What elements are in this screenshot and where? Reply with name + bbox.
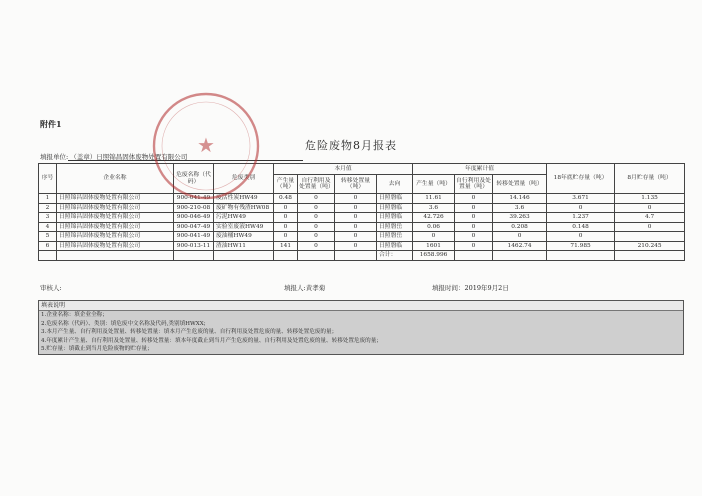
header-self-use: 自行利用及处置量（吨） bbox=[298, 175, 335, 194]
cell-stock8: 0 bbox=[615, 203, 685, 213]
cell-no: 1 bbox=[39, 194, 57, 204]
cell-no: 2 bbox=[39, 203, 57, 213]
fill-unit-underline bbox=[68, 160, 303, 161]
cell-year-produced: 1601 bbox=[413, 241, 455, 251]
cell-destination: 日照磐岳 bbox=[377, 232, 413, 242]
header-year-transfer: 转移处置量（吨） bbox=[493, 175, 547, 194]
cell-stock8: 4.7 bbox=[615, 213, 685, 223]
cell-category: 渣油HW11 bbox=[214, 241, 274, 251]
cell-company: 日照锦昌固体废物处置有限公司 bbox=[57, 203, 174, 213]
cell-year-transfer: 39.263 bbox=[493, 213, 547, 223]
cell-year-transfer: 3.6 bbox=[493, 203, 547, 213]
cell-year-transfer: 14.146 bbox=[493, 194, 547, 204]
header-year-produced: 产生量（吨） bbox=[413, 175, 455, 194]
cell-stock8: 210.245 bbox=[615, 241, 685, 251]
header-company: 企业名称 bbox=[57, 164, 174, 194]
cell-year-self-use: 0 bbox=[455, 222, 493, 232]
cell-month-transfer: 0 bbox=[335, 232, 377, 242]
cell-stock8: 1.135 bbox=[615, 194, 685, 204]
cell-category: 实验室废液HW49 bbox=[214, 222, 274, 232]
cell-destination: 日照磐临 bbox=[377, 241, 413, 251]
header-year-group: 年度累计值 bbox=[413, 164, 547, 175]
cell-code: 900-041-49 bbox=[174, 194, 214, 204]
cell-destination: 日照磐临 bbox=[377, 194, 413, 204]
cell-year-produced: 0.06 bbox=[413, 222, 455, 232]
header-seq: 序号 bbox=[39, 164, 57, 194]
table-row bbox=[39, 222, 685, 232]
header-stock8: 8月贮存量（吨） bbox=[615, 164, 685, 194]
cell-month-self-use: 0 bbox=[298, 213, 335, 223]
cell-code: 900-041-49 bbox=[174, 232, 214, 242]
svg-text:★: ★ bbox=[197, 133, 215, 157]
cell-month-self-use: 0 bbox=[298, 222, 335, 232]
cell-month-transfer: 0 bbox=[335, 194, 377, 204]
cell-category: 废矿物有残渣HW08 bbox=[214, 203, 274, 213]
table-row bbox=[39, 213, 685, 223]
cell-company: 日照锦昌固体废物处置有限公司 bbox=[57, 194, 174, 204]
cell-no: 6 bbox=[39, 241, 57, 251]
header-category: 危废类别 bbox=[214, 164, 274, 194]
fill-date: 填报时间：2019年9月2日 bbox=[432, 284, 509, 292]
fill-unit-value: （盖章）日照锦昌固体废物处置有限公司 bbox=[70, 153, 188, 161]
cell-month-self-use: 0 bbox=[298, 194, 335, 204]
cell-code: 900-046-49 bbox=[174, 213, 214, 223]
instruction-line: 3.本月产生量、自行利用及处置量、转移处置量：填本月产生危废的量、自行利用及处置危废的量、转移处置危废的量； bbox=[39, 328, 683, 337]
waste-report-table bbox=[38, 163, 685, 261]
cell-stock18: 0 bbox=[547, 232, 615, 242]
reviewer-label: 审核人: bbox=[40, 284, 62, 292]
cell-category: 污泥HW49 bbox=[214, 213, 274, 223]
cell-code: 900-210-08 bbox=[174, 203, 214, 213]
cell-month-produced: 0 bbox=[274, 203, 298, 213]
cell-month-self-use: 0 bbox=[298, 241, 335, 251]
cell-month-self-use: 0 bbox=[298, 232, 335, 242]
cell-stock8 bbox=[615, 232, 685, 242]
header-year-self-use: 自行利用及处置量（吨） bbox=[455, 175, 493, 194]
cell-year-self-use: 0 bbox=[455, 213, 493, 223]
attachment-label: 附件1 bbox=[40, 119, 62, 129]
cell-company: 日照锦昌固体废物处置有限公司 bbox=[57, 222, 174, 232]
cell-month-produced: 141 bbox=[274, 241, 298, 251]
cell-stock18: 1.237 bbox=[547, 213, 615, 223]
cell-destination: 日照磐临 bbox=[377, 203, 413, 213]
report-title: 危险废物8月报表 bbox=[305, 139, 397, 152]
total-label: 合计： bbox=[377, 251, 413, 261]
cell-code: 900-013-11 bbox=[174, 241, 214, 251]
total-value: 1658.996 bbox=[413, 251, 455, 261]
total-row bbox=[39, 251, 685, 261]
cell-month-produced: 0 bbox=[274, 213, 298, 223]
cell-year-self-use: 0 bbox=[455, 241, 493, 251]
fill-unit-label: 填报单位: bbox=[40, 153, 69, 161]
header-transfer: 转移处置量（吨） bbox=[335, 175, 377, 194]
header-stock18: 18年底贮存量（吨） bbox=[547, 164, 615, 194]
cell-month-produced: 0 bbox=[274, 222, 298, 232]
cell-year-transfer: 1462.74 bbox=[493, 241, 547, 251]
cell-month-transfer: 0 bbox=[335, 222, 377, 232]
cell-no: 5 bbox=[39, 232, 57, 242]
table-row bbox=[39, 241, 685, 251]
cell-year-self-use: 0 bbox=[455, 203, 493, 213]
cell-month-transfer: 0 bbox=[335, 241, 377, 251]
cell-year-produced: 0 bbox=[413, 232, 455, 242]
cell-year-produced: 11.61 bbox=[413, 194, 455, 204]
instructions-title: 填表说明 bbox=[39, 301, 683, 311]
cell-company: 日照锦昌固体废物处置有限公司 bbox=[57, 213, 174, 223]
header-code: 危废名称（代码） bbox=[174, 164, 214, 194]
cell-category: 废活性炭HW49 bbox=[214, 194, 274, 204]
cell-no: 4 bbox=[39, 222, 57, 232]
cell-year-transfer: 0.208 bbox=[493, 222, 547, 232]
cell-month-transfer: 0 bbox=[335, 203, 377, 213]
filler-label: 填报人:黄孝菊 bbox=[284, 284, 326, 292]
table-row bbox=[39, 232, 685, 242]
cell-year-self-use: 0 bbox=[455, 232, 493, 242]
cell-no: 3 bbox=[39, 213, 57, 223]
instruction-line: 4.年度累计产生量、自行利用及处置量、转移处置量：填本年度截止到当月产生危废的量、自行利用及处置危废的量、转移处置危废的量； bbox=[39, 337, 683, 346]
cell-category: 废油桶HW49 bbox=[214, 232, 274, 242]
cell-company: 日照锦昌固体废物处置有限公司 bbox=[57, 232, 174, 242]
cell-stock18: 0.148 bbox=[547, 222, 615, 232]
table-row bbox=[39, 194, 685, 204]
table-row bbox=[39, 203, 685, 213]
cell-month-self-use: 0 bbox=[298, 203, 335, 213]
cell-month-produced: 0.48 bbox=[274, 194, 298, 204]
cell-year-produced: 42.726 bbox=[413, 213, 455, 223]
header-month-group: 本月值 bbox=[274, 164, 413, 175]
instruction-line: 1.企业名称：填企业全称； bbox=[39, 311, 683, 320]
cell-destination: 日照磐岳 bbox=[377, 222, 413, 232]
instructions-box bbox=[38, 300, 684, 355]
cell-code: 900-047-49 bbox=[174, 222, 214, 232]
cell-month-transfer: 0 bbox=[335, 213, 377, 223]
instruction-line: 5.贮存量：填截止到当月危险废物的贮存量； bbox=[39, 345, 683, 354]
cell-stock18: 3.671 bbox=[547, 194, 615, 204]
cell-month-produced: 0 bbox=[274, 232, 298, 242]
cell-company: 日照锦昌固体废物处置有限公司 bbox=[57, 241, 174, 251]
cell-destination: 日照磐临 bbox=[377, 213, 413, 223]
cell-year-self-use: 0 bbox=[455, 194, 493, 204]
header-row-1 bbox=[39, 164, 685, 175]
cell-stock18: 0 bbox=[547, 203, 615, 213]
cell-stock18: 71.985 bbox=[547, 241, 615, 251]
cell-year-transfer: 0 bbox=[493, 232, 547, 242]
instruction-line: 2.危废名称（代码）、类别：填危废中文名称及代码,类别填HWXX; bbox=[39, 320, 683, 329]
header-produced: 产生量（吨） bbox=[274, 175, 298, 194]
cell-stock8: 0 bbox=[615, 222, 685, 232]
header-destination: 去向 bbox=[377, 175, 413, 194]
cell-year-produced: 3.6 bbox=[413, 203, 455, 213]
